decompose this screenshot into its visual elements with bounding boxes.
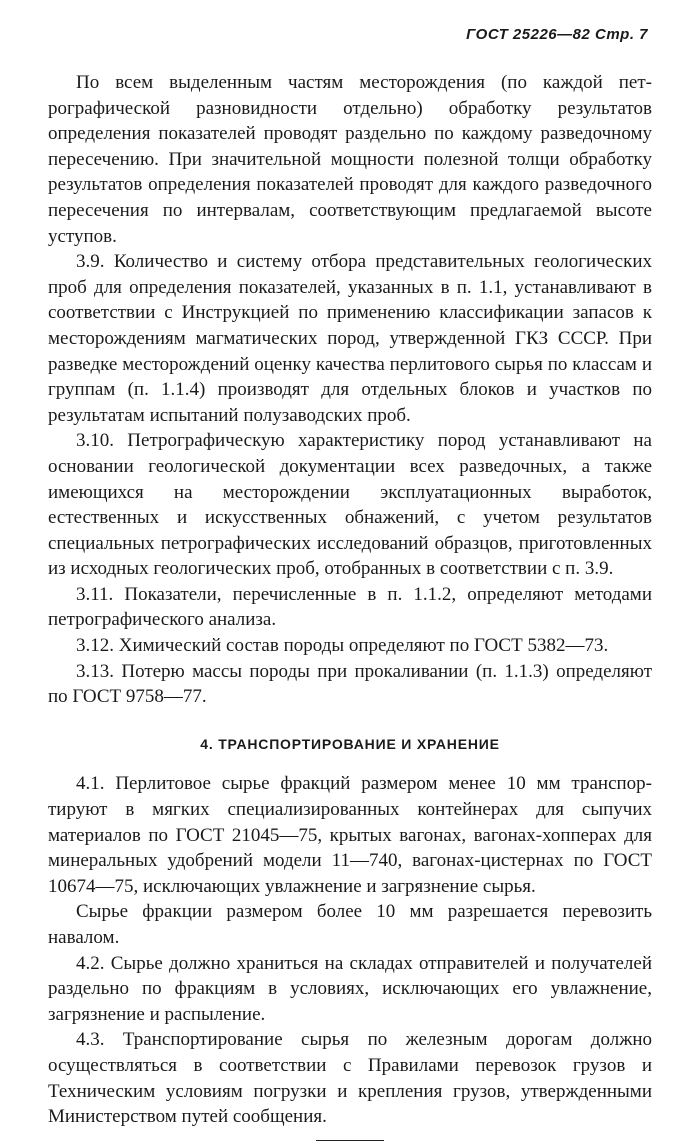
section-title: 4. ТРАНСПОРТИРОВАНИЕ И ХРАНЕНИЕ [200, 735, 500, 752]
paragraph-3-11: 3.11. Показатели, перечисленные в п. 1.1.2, определяют методами петрографического анализа. [48, 583, 652, 631]
paragraph-4-1: 4.1. Перлитовое сырье фракций размером менее 10 мм транспортируют в мягких специализированных контейнерах для сыпучих материалов по ГОСТ 21045—75, крытых вагонах, вагонах-хопперах для минеральных удобрений модели 11—740, вагонах-цистернах по ГОСТ 10674—75, исключающих увлажнение и загрязнение сырья. [48, 773, 652, 897]
paragraph-4-1-note: Сырье фракции размером более 10 мм разрешается перевозить навалом. [48, 901, 652, 948]
document-body [48, 70, 652, 1141]
paragraph-3-13: 3.13. Потерю массы породы при прокаливании (п. 1.1.3) определяют по ГОСТ 9758—77. [48, 660, 652, 708]
paragraph-3-9: 3.9. Количество и систему отбора представительных геологических проб для определения показателей, указанных в п. 1.1, устанавливают в соответствии с Инструкцией по применению классификации запасов к месторождениям магматических пород, утвержденной ГКЗ СССР. При разведке месторождений оценку качества перлитового сырья по классам и группам (п. 1.1.4) производят для отдельных блоков и участков по результатам испытаний полузаводских проб. [48, 251, 652, 426]
paragraph-3-12: 3.12. Химический состав породы определяют по ГОСТ 5382—73. [76, 635, 609, 657]
paragraph-3-8-continuation: По всем выделенным частям месторождения (по каждой петрографической разновидности отдельно) обработку результатов определения показателей проводят раздельно по каждому разведочному пересечению. При значительной мощности полезной толщи обработку результатов определения показателей проводят для каждого разведочного пересечения по интервалам, соответствующим предлагаемой высоте уступов. [48, 72, 652, 247]
paragraph-4-3: 4.3. Транспортирование сырья по железным дорогам должно осуществляться в соответствии с Правилами перевозок грузов и Техническим условиям погрузки и крепления грузов, утвержденными Министерством путей сообщения. [48, 1029, 652, 1128]
page-header: ГОСТ 25226—82 Стр. 7 [466, 26, 648, 43]
paragraph-3-10: 3.10. Петрографическую характеристику пород устанавливают на основании геологической документации всех разведочных, а также имеющихся на месторождении эксплуатационных выработок, естественных и искусственных обнажений, с учетом результатов специальных петрографических исследований образцов, приготовленных из исходных геологических проб, отобранных в соответствии с п. 3.9. [48, 430, 652, 580]
paragraph-4-2: 4.2. Сырье должно храниться на складах отправителей и получателей раздельно по фракциям в условиях, исключающих его увлажнение, загрязнение и распыление. [48, 952, 652, 1025]
